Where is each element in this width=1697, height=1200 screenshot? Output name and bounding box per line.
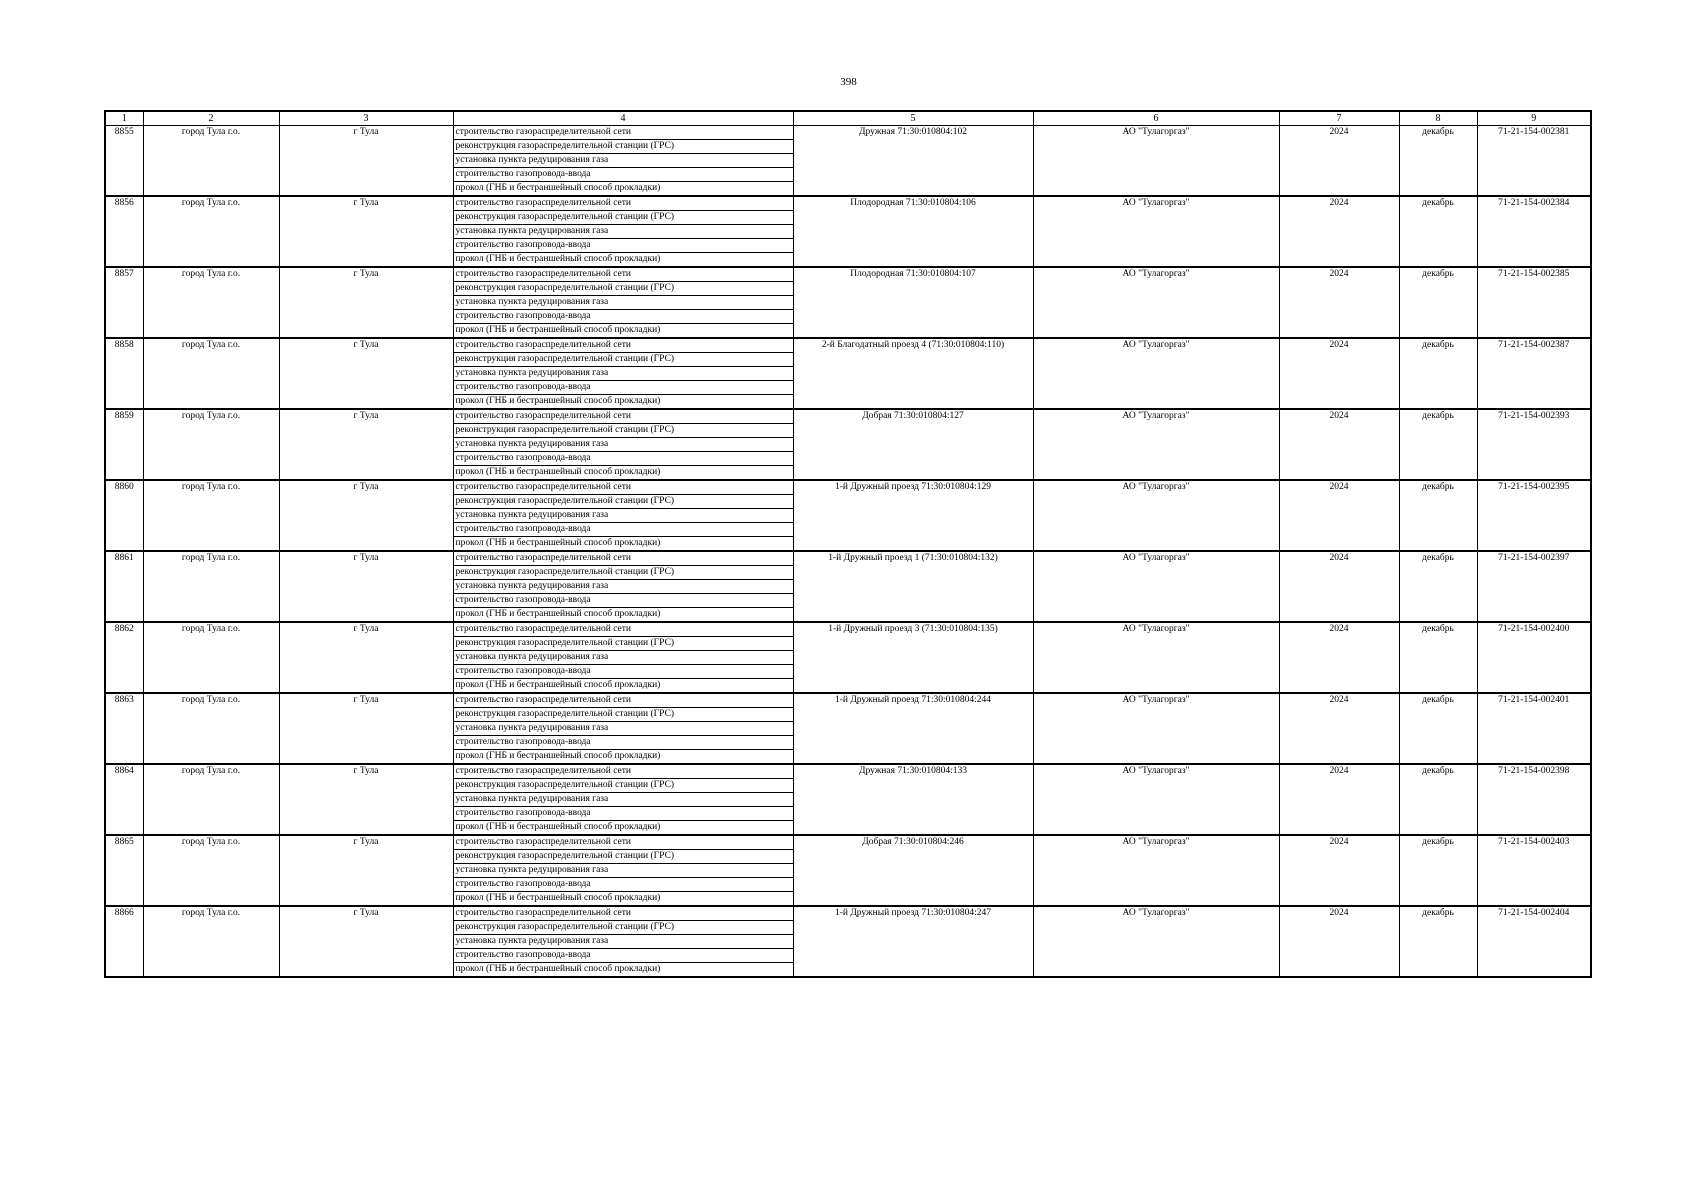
row-number-cell: 8862	[105, 622, 143, 693]
code-cell: 71-21-154-002400	[1477, 622, 1591, 693]
work-type-cell: строительство газораспределительной сети	[453, 267, 793, 282]
work-type-cell: строительство газораспределительной сети	[453, 551, 793, 566]
code-cell: 71-21-154-002395	[1477, 480, 1591, 551]
row-number-cell: 8860	[105, 480, 143, 551]
year-cell: 2024	[1279, 196, 1399, 267]
locality-cell: г Тула	[279, 622, 453, 693]
work-type-cell: строительство газопровода-ввода	[453, 452, 793, 466]
address-cell: Плодородная 71:30:010804:107	[793, 267, 1033, 338]
work-type-cell: установка пункта редуцирования газа	[453, 864, 793, 878]
work-type-cell: строительство газопровода-ввода	[453, 310, 793, 324]
address-cell: Дружная 71:30:010804:102	[793, 126, 1033, 197]
year-cell: 2024	[1279, 126, 1399, 197]
locality-cell: г Тула	[279, 764, 453, 835]
municipality-cell: город Тула г.о.	[143, 267, 279, 338]
organization-cell: АО "Тулагоргаз"	[1033, 338, 1279, 409]
organization-cell: АО "Тулагоргаз"	[1033, 480, 1279, 551]
address-cell: 2-й Благодатный проезд 4 (71:30:010804:110)	[793, 338, 1033, 409]
table-row	[105, 551, 1591, 566]
column-header: 6	[1033, 111, 1279, 126]
column-header: 3	[279, 111, 453, 126]
work-type-cell: реконструкция газораспределительной станции (ГРС)	[453, 850, 793, 864]
row-number-cell: 8858	[105, 338, 143, 409]
address-cell: Добрая 71:30:010804:127	[793, 409, 1033, 480]
work-type-cell: строительство газораспределительной сети	[453, 835, 793, 850]
locality-cell: г Тула	[279, 267, 453, 338]
municipality-cell: город Тула г.о.	[143, 480, 279, 551]
row-number-cell: 8855	[105, 126, 143, 197]
organization-cell: АО "Тулагоргаз"	[1033, 693, 1279, 764]
work-type-cell: прокол (ГНБ и бестраншейный способ прокладки)	[453, 395, 793, 410]
work-type-cell: установка пункта редуцирования газа	[453, 580, 793, 594]
work-type-cell: установка пункта редуцирования газа	[453, 225, 793, 239]
column-header: 8	[1399, 111, 1477, 126]
work-type-cell: установка пункта редуцирования газа	[453, 438, 793, 452]
year-cell: 2024	[1279, 693, 1399, 764]
address-cell: Добрая 71:30:010804:246	[793, 835, 1033, 906]
year-cell: 2024	[1279, 622, 1399, 693]
table-body	[105, 126, 1591, 978]
organization-cell: АО "Тулагоргаз"	[1033, 835, 1279, 906]
work-type-cell: строительство газопровода-ввода	[453, 594, 793, 608]
locality-cell: г Тула	[279, 906, 453, 977]
table-row	[105, 126, 1591, 140]
municipality-cell: город Тула г.о.	[143, 551, 279, 622]
municipality-cell: город Тула г.о.	[143, 764, 279, 835]
work-type-cell: реконструкция газораспределительной станции (ГРС)	[453, 424, 793, 438]
month-cell: декабрь	[1399, 622, 1477, 693]
work-type-cell: прокол (ГНБ и бестраншейный способ прокладки)	[453, 537, 793, 552]
table-row	[105, 480, 1591, 495]
work-type-cell: строительство газопровода-ввода	[453, 381, 793, 395]
header-row	[105, 111, 1591, 126]
locality-cell: г Тула	[279, 693, 453, 764]
table-row	[105, 693, 1591, 708]
row-number-cell: 8866	[105, 906, 143, 977]
column-header: 1	[105, 111, 143, 126]
locality-cell: г Тула	[279, 480, 453, 551]
year-cell: 2024	[1279, 409, 1399, 480]
code-cell: 71-21-154-002398	[1477, 764, 1591, 835]
code-cell: 71-21-154-002397	[1477, 551, 1591, 622]
month-cell: декабрь	[1399, 835, 1477, 906]
month-cell: декабрь	[1399, 764, 1477, 835]
work-type-cell: установка пункта редуцирования газа	[453, 154, 793, 168]
row-number-cell: 8863	[105, 693, 143, 764]
address-cell: 1-й Дружный проезд 3 (71:30:010804:135)	[793, 622, 1033, 693]
table-row	[105, 764, 1591, 779]
municipality-cell: город Тула г.о.	[143, 622, 279, 693]
work-type-cell: прокол (ГНБ и бестраншейный способ прокладки)	[453, 466, 793, 481]
table-row	[105, 338, 1591, 353]
year-cell: 2024	[1279, 267, 1399, 338]
work-type-cell: реконструкция газораспределительной станции (ГРС)	[453, 282, 793, 296]
address-cell: Дружная 71:30:010804:133	[793, 764, 1033, 835]
year-cell: 2024	[1279, 764, 1399, 835]
work-type-cell: установка пункта редуцирования газа	[453, 509, 793, 523]
work-type-cell: установка пункта редуцирования газа	[453, 367, 793, 381]
organization-cell: АО "Тулагоргаз"	[1033, 409, 1279, 480]
municipality-cell: город Тула г.о.	[143, 906, 279, 977]
work-type-cell: строительство газораспределительной сети	[453, 196, 793, 211]
year-cell: 2024	[1279, 551, 1399, 622]
table-row	[105, 622, 1591, 637]
organization-cell: АО "Тулагоргаз"	[1033, 622, 1279, 693]
year-cell: 2024	[1279, 338, 1399, 409]
work-type-cell: строительство газораспределительной сети	[453, 906, 793, 921]
row-number-cell: 8857	[105, 267, 143, 338]
organization-cell: АО "Тулагоргаз"	[1033, 906, 1279, 977]
work-type-cell: реконструкция газораспределительной станции (ГРС)	[453, 708, 793, 722]
row-number-cell: 8861	[105, 551, 143, 622]
organization-cell: АО "Тулагоргаз"	[1033, 764, 1279, 835]
work-type-cell: прокол (ГНБ и бестраншейный способ прокладки)	[453, 821, 793, 836]
work-type-cell: реконструкция газораспределительной станции (ГРС)	[453, 779, 793, 793]
locality-cell: г Тула	[279, 835, 453, 906]
month-cell: декабрь	[1399, 693, 1477, 764]
work-type-cell: строительство газопровода-ввода	[453, 736, 793, 750]
work-type-cell: строительство газопровода-ввода	[453, 665, 793, 679]
code-cell: 71-21-154-002401	[1477, 693, 1591, 764]
row-number-cell: 8856	[105, 196, 143, 267]
month-cell: декабрь	[1399, 126, 1477, 197]
work-type-cell: прокол (ГНБ и бестраншейный способ прокладки)	[453, 892, 793, 907]
work-type-cell: прокол (ГНБ и бестраншейный способ прокладки)	[453, 608, 793, 623]
work-type-cell: строительство газораспределительной сети	[453, 693, 793, 708]
address-cell: Плодородная 71:30:010804:106	[793, 196, 1033, 267]
work-type-cell: установка пункта редуцирования газа	[453, 296, 793, 310]
work-type-cell: прокол (ГНБ и бестраншейный способ прокладки)	[453, 182, 793, 197]
year-cell: 2024	[1279, 480, 1399, 551]
work-type-cell: прокол (ГНБ и бестраншейный способ прокладки)	[453, 253, 793, 268]
municipality-cell: город Тула г.о.	[143, 196, 279, 267]
work-type-cell: установка пункта редуцирования газа	[453, 935, 793, 949]
row-number-cell: 8865	[105, 835, 143, 906]
row-number-cell: 8864	[105, 764, 143, 835]
gas-works-table	[104, 110, 1592, 978]
work-type-cell: строительство газораспределительной сети	[453, 480, 793, 495]
organization-cell: АО "Тулагоргаз"	[1033, 267, 1279, 338]
locality-cell: г Тула	[279, 126, 453, 197]
page-number: 398	[840, 76, 857, 88]
municipality-cell: город Тула г.о.	[143, 693, 279, 764]
municipality-cell: город Тула г.о.	[143, 126, 279, 197]
year-cell: 2024	[1279, 835, 1399, 906]
work-type-cell: установка пункта редуцирования газа	[453, 793, 793, 807]
column-header: 9	[1477, 111, 1591, 126]
work-type-cell: реконструкция газораспределительной станции (ГРС)	[453, 495, 793, 509]
table-row	[105, 906, 1591, 921]
address-cell: 1-й Дружный проезд 71:30:010804:129	[793, 480, 1033, 551]
work-type-cell: строительство газораспределительной сети	[453, 126, 793, 140]
month-cell: декабрь	[1399, 409, 1477, 480]
code-cell: 71-21-154-002393	[1477, 409, 1591, 480]
month-cell: декабрь	[1399, 196, 1477, 267]
month-cell: декабрь	[1399, 480, 1477, 551]
work-type-cell: строительство газораспределительной сети	[453, 409, 793, 424]
locality-cell: г Тула	[279, 409, 453, 480]
work-type-cell: установка пункта редуцирования газа	[453, 651, 793, 665]
work-type-cell: строительство газопровода-ввода	[453, 168, 793, 182]
column-header: 7	[1279, 111, 1399, 126]
work-type-cell: прокол (ГНБ и бестраншейный способ прокладки)	[453, 963, 793, 978]
locality-cell: г Тула	[279, 338, 453, 409]
row-number-cell: 8859	[105, 409, 143, 480]
month-cell: декабрь	[1399, 551, 1477, 622]
work-type-cell: реконструкция газораспределительной станции (ГРС)	[453, 353, 793, 367]
month-cell: декабрь	[1399, 338, 1477, 409]
code-cell: 71-21-154-002381	[1477, 126, 1591, 197]
municipality-cell: город Тула г.о.	[143, 835, 279, 906]
locality-cell: г Тула	[279, 551, 453, 622]
work-type-cell: строительство газопровода-ввода	[453, 523, 793, 537]
table-row	[105, 196, 1591, 211]
code-cell: 71-21-154-002404	[1477, 906, 1591, 977]
code-cell: 71-21-154-002387	[1477, 338, 1591, 409]
code-cell: 71-21-154-002384	[1477, 196, 1591, 267]
work-type-cell: строительство газопровода-ввода	[453, 807, 793, 821]
month-cell: декабрь	[1399, 906, 1477, 977]
work-type-cell: строительство газораспределительной сети	[453, 622, 793, 637]
locality-cell: г Тула	[279, 196, 453, 267]
work-type-cell: строительство газораспределительной сети	[453, 764, 793, 779]
work-type-cell: реконструкция газораспределительной станции (ГРС)	[453, 566, 793, 580]
work-type-cell: реконструкция газораспределительной станции (ГРС)	[453, 637, 793, 651]
work-type-cell: реконструкция газораспределительной станции (ГРС)	[453, 140, 793, 154]
column-header: 5	[793, 111, 1033, 126]
code-cell: 71-21-154-002385	[1477, 267, 1591, 338]
work-type-cell: прокол (ГНБ и бестраншейный способ прокладки)	[453, 679, 793, 694]
address-cell: 1-й Дружный проезд 1 (71:30:010804:132)	[793, 551, 1033, 622]
work-type-cell: строительство газораспределительной сети	[453, 338, 793, 353]
work-type-cell: реконструкция газораспределительной станции (ГРС)	[453, 921, 793, 935]
address-cell: 1-й Дружный проезд 71:30:010804:244	[793, 693, 1033, 764]
table-row	[105, 835, 1591, 850]
work-type-cell: строительство газопровода-ввода	[453, 949, 793, 963]
work-type-cell: прокол (ГНБ и бестраншейный способ прокладки)	[453, 324, 793, 339]
organization-cell: АО "Тулагоргаз"	[1033, 551, 1279, 622]
municipality-cell: город Тула г.о.	[143, 409, 279, 480]
month-cell: декабрь	[1399, 267, 1477, 338]
table-row	[105, 409, 1591, 424]
table-row	[105, 267, 1591, 282]
column-header: 2	[143, 111, 279, 126]
year-cell: 2024	[1279, 906, 1399, 977]
code-cell: 71-21-154-002403	[1477, 835, 1591, 906]
column-header: 4	[453, 111, 793, 126]
municipality-cell: город Тула г.о.	[143, 338, 279, 409]
work-type-cell: установка пункта редуцирования газа	[453, 722, 793, 736]
address-cell: 1-й Дружный проезд 71:30:010804:247	[793, 906, 1033, 977]
organization-cell: АО "Тулагоргаз"	[1033, 126, 1279, 197]
work-type-cell: прокол (ГНБ и бестраншейный способ прокладки)	[453, 750, 793, 765]
organization-cell: АО "Тулагоргаз"	[1033, 196, 1279, 267]
work-type-cell: строительство газопровода-ввода	[453, 878, 793, 892]
work-type-cell: реконструкция газораспределительной станции (ГРС)	[453, 211, 793, 225]
work-type-cell: строительство газопровода-ввода	[453, 239, 793, 253]
